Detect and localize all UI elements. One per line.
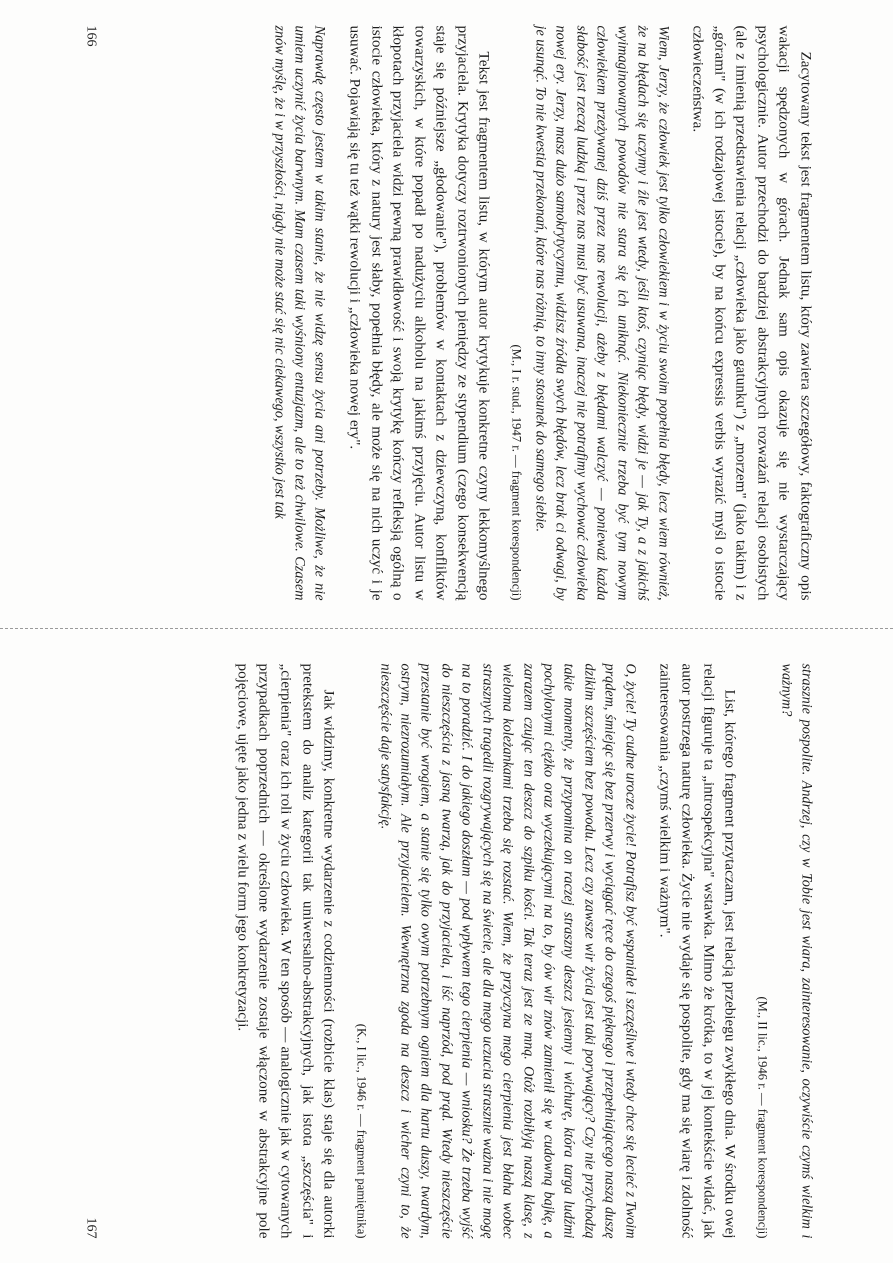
paragraph: Jak widzimy, konkretne wydarzenie z codzienności (rozbicie klas) staje się dla autorki pretekstem do analiz kategorii tak uniwersalno-abstrakcyjnych, jak istota „szczęścia" i „cierpienia" oraz ich roli w życiu człowieka. W ten sposób — analogicznie jak w cytowanych przypadkach poprzednich — określone wydarzenie zostaje włączone w abstrakcyjne pole pojęciowe, ujęte jako jedna z wielu form jego konkretyzacji. [234,663,338,1239]
page-166-text [269,26,817,601]
paragraph: Tekst jest fragmentem listu, w którym autor krytykuje konkretne czyny lekkomyślnego przyjaciela. Krytyka dotyczy roztrwonionych pieniędzy ze stypendium (czego konsekwencją staje się późniejsze „głodowanie"), problemów w kontaktach z dziewczyną, konfliktów towarzyskich, w które popadł po nadużyciu alkoholu na jakimś przyjęciu. Autor listu w kłopotach przyjaciela widzi pewną prawidłowość i swoją krytykę kończy refleksją ogólną o istocie człowieka, który z natury jest słaby, popełnia błędy, ale może się na nich uczyć i je usuwać. Pojawiają się tu też wątki rewolucji i „człowieka nowej ery". [346,25,493,601]
source-citation: (M., II lic., 1946 r. — fragment korespondencji) [755,996,770,1239]
quoted-excerpt: O, życie! Ty cudne urocze życie! Potrafisz być wspaniałe i szczęśliwe i wtedy chce się lecieć z Twoim prądem, śmiejąc się bez przerwy i wyciągać ręce do czegoś pięknego i przepełniającego naszą duszę dzikim szczęściem bez powodu. Lecz czy zawsze wir życia jest taki porywający? Czy nie przychodzą takie momenty, że przypomina on raczej straszny deszcz jesienny i wichurę, która targa ludźmi pochylonymi ciężko oraz wyczekującymi na to, by ów wir znów zamienił się w cudowną bajkę, a zarazem czując ten deszcz do szpiku kości. Tak teraz jest ze mną. Otóż rozbiłyją naszą klasę, z wieloma koleżankami trzeba się rozstać. Wiem, że przyczyna mego cierpienia jest błaha wobec strasznych tragedii rozgrywających się na świecie, ale dla mego uczucia strasznie ważna i nie mogę na to poradzić. I do jakiego doszłam — pod wpływem tego cierpienia — wniosku? Że trzeba wyjść do nieszczęścia z jasną twarzą, jak do przyjaciela, i iść naprzód, pod prąd. Wtedy nieszczęście przestanie być wrogiem, a stanie się tylko owym potrzebnym ogniem dla hartu duszy, twardym, ostrym, niezrozumiałym. Ale przyjacielem. Wewnętrzna zgoda na deszcz i wicher czyni to, że nieszczęście daje satysfakcję. [377,663,639,1239]
book-page-166 [77,26,817,601]
paragraph: List, którego fragment przytaczam, jest relacją przebiegu zwykłego dnia. W środku owej relacji figuruje ta „introspekcyjna" wstawka. Mimo że krótka, to w jej kontekście widać, jak autor postrzega naturę człowieka. Życie nie wydaje się pospolite, gdy ma się wiarę i zdolność zainteresowania „czymś wielkim i ważnym". [656,663,739,1239]
source-citation: (M., I r. stud., 1947 r. — fragment korespondencji) [509,344,524,601]
book-page-167 [77,664,817,1239]
quoted-excerpt: strasznie pospolite. Andrzej, czy w Tobie jest wiara, zainteresowanie, oczywiście czymś wielkim i ważnym? [778,663,815,1239]
page-167-text [232,664,817,1239]
page-number: 166 [83,25,99,47]
quoted-excerpt: Naprawdę często jestem w takim stanie, że nie widzę sensu życia ani potrzeby. Możliwe, że nie umiem uczynić życia barwnym. Mam czasem taki wyśniony entuzjazm, ale to też chwilowe. Czasem znów myślę, że i w przyszłości, nigdy nie może stać się nic ciekawego, wszystko jest tak [271,25,328,601]
paragraph: Zacytowany tekst jest fragmentem listu, który zawiera szczegółowy, faktograficzny opis wakacji spędzonych w górach. Jednak sam opis okazuje się nie wystarczający psychologicznie. Autor przechodzi do bardziej abstrakcyjnych rozważań relacji osobistych (ale z imienią przedstawienia relacji „człowieka jako gatunku") z „morzem" (jako takim) i z „górami" (w ich rodzajowej istocie), by na końcu expressis verbis wyrazić myśl o istocie człowieczeństwa. [689,25,815,601]
page-number: 167 [83,1217,99,1239]
source-citation: (K., I lic., 1946 r. — fragment pamiętnika) [354,1023,369,1239]
page-divider [0,628,893,629]
quoted-excerpt: Wiem, Jerzy, że człowiek jest tylko człowiekiem i w życiu swoim popełnia błędy, lecz wiem również, że na błędach się uczymy i źle jest wtedy, jeśli ktoś, czyniąc błędy, widzi je — jak Ty, a z jakichś wyimaginowanych powodów nie stara się ich uniknąć. Niekoniecznie trzeba być tym nowym człowiekiem przeżywanej dziś przez nas rewolucji, ażeby z błędami walczyć — ponieważ każda słabość jest rzeczą ludzką i przez nas musi być usuwana, inaczej nie potrafimy wychować człowieka nowej ery. Jerzy, masz dużo samokrytycyzmu, widzisz źródła swych błędów, lecz brak ci odwagi, by je usunąć. To nie kwestia przekonań, które nas różnią, to inny stosunek do samego siebie. [532,25,672,601]
